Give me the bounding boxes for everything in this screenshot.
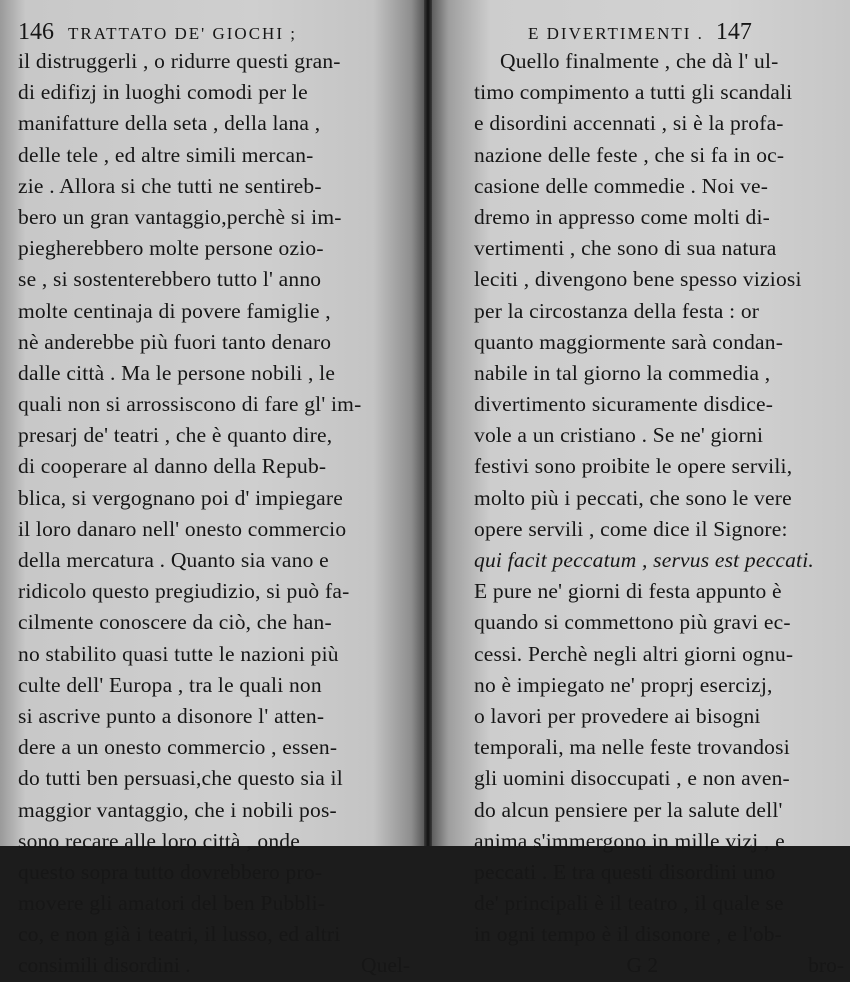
left-running-head [18,20,410,44]
right-text-line: nazione delle feste , che si fa in oc- [474,142,785,167]
right-text-line: peccati . E tra questi disordini uno [474,859,776,884]
right-text-line: nabile in tal giorno la commedia , [474,360,771,385]
right-running-title: E DIVERTIMENTI . [528,24,704,43]
left-text-line: il loro danaro nell' onesto commercio [18,516,347,541]
right-text-line: festivi sono proibite le opere servili, [474,454,793,479]
right-text-line: casione delle commedie . Noi ve- [474,173,769,198]
left-text-line: zie . Allora si che tutti ne sentireb- [18,173,322,198]
right-text-line: per la circostanza della festa : or [474,298,760,323]
left-final-text: consimili disordini . [18,953,191,978]
left-page [0,0,424,978]
right-text-line: no è impiegato ne' proprj esercizj, [474,672,773,697]
left-text-line: piegherebbero molte persone ozio- [18,236,324,261]
right-page-number: 147 [715,19,752,45]
left-text-line: questo sopra tutto dovrebbero pro- [18,859,323,884]
right-text-line: timo compimento a tutti gli scandali [474,80,793,105]
right-text-line: cessi. Perchè negli altri giorni ognu- [474,641,794,666]
right-text-line: o lavori per provedere ai bisogni [474,703,761,728]
left-text-line: dere a un onesto commercio , essen- [18,735,338,760]
right-text-line: gli uomini disoccupati , e non aven- [474,766,790,791]
left-text-line: molte centinaja di povere famiglie , [18,298,331,323]
right-text-line: do alcun pensiere per la salute dell' [474,797,783,822]
left-catchword: Quel- [361,953,410,978]
left-text-line: delle tele , ed altre simili mercan- [18,142,314,167]
left-text-line: di cooperare al danno della Repub- [18,454,327,479]
left-running-title: TRATTATO DE' GIOCHI ; [68,24,297,43]
left-text-line: do tutti ben persuasi,che questo sia il [18,766,343,791]
right-catchword: bro- [808,953,844,978]
left-last-line [18,950,410,981]
left-text-line: movere gli amatori del ben Pubbli- [18,891,326,916]
left-text-line: di edifizj in luoghi comodi per le [18,80,308,105]
right-signature-mark: G 2 [626,953,659,978]
right-text-line: opere servili , come dice il Signore: [474,516,788,541]
right-text-line: de' principali è il teatro , il quale se [474,891,784,916]
left-text-line: no stabilito quasi tutte le nazioni più [18,641,339,666]
right-text-line: dremo in appresso come molti di- [474,204,770,229]
right-text-line: vole a un cristiano . Se ne' giorni [474,423,764,448]
left-text-line: della mercatura . Quanto sia vano e [18,548,329,572]
left-text-line: il distruggerli , o ridurre questi gran- [18,49,341,73]
book-gutter [424,0,432,846]
right-running-head [474,20,844,44]
right-page [432,0,850,978]
right-text-line: E pure ne' giorni di festa appunto è [474,579,782,604]
left-text-line: quali non si arrossiscono di fare gl' im- [18,392,362,417]
right-text-line: quando si commettono più gravi ec- [474,610,791,635]
left-text-line: dalle città . Ma le persone nobili , le [18,360,336,385]
right-text-line: Quello finalmente , che dà l' ul- [500,49,779,73]
right-text-line: leciti , divengono bene spesso viziosi [474,267,802,292]
right-text-line: in ogni tempo è il disonore , e l'ob- [474,922,783,947]
right-text-line: vertimenti , che sono di sua natura [474,236,777,261]
right-text-line: e disordini accennati , si è la profa- [474,111,784,136]
left-text-line: se , si sostenterebbero tutto l' anno [18,267,322,292]
right-quote-line: qui facit peccatum , servus est peccati. [474,548,814,572]
left-text-line: cilmente conoscere da ciò, che han- [18,610,332,635]
left-page-number: 146 [18,19,54,45]
left-text-line: sono recare alle loro città , onde [18,828,300,853]
left-text-line: manifatture della seta , della lana , [18,111,321,136]
left-text-line: culte dell' Europa , tra le quali non [18,672,322,697]
left-text-line: maggior vantaggio, che i nobili pos- [18,797,337,822]
right-text-line: divertimento sicuramente disdice- [474,392,774,417]
right-text-line: molto più i peccati, che sono le vere [474,485,792,510]
left-text-line: bero un gran vantaggio,perchè si im- [18,204,342,229]
right-text-line: anima s'immergono in mille vizj , e [474,828,785,853]
left-text-line: presarj de' teatri , che è quanto dire, [18,423,333,448]
right-text-line: quanto maggiormente sarà condan- [474,329,784,354]
left-text-line: ridicolo questo pregiudizio, si può fa- [18,579,350,604]
left-text-line: si ascrive punto a disonore l' atten- [18,703,325,728]
left-text-line: blica, si vergognano poi d' impiegare [18,485,343,510]
left-text-line: nè anderebbe più fuori tanto denaro [18,329,332,354]
right-text-line: temporali, ma nelle feste trovandosi [474,735,790,760]
left-text-line: co, e non già i teatri, il lusso, ed altri [18,922,341,947]
right-last-line [474,950,844,981]
